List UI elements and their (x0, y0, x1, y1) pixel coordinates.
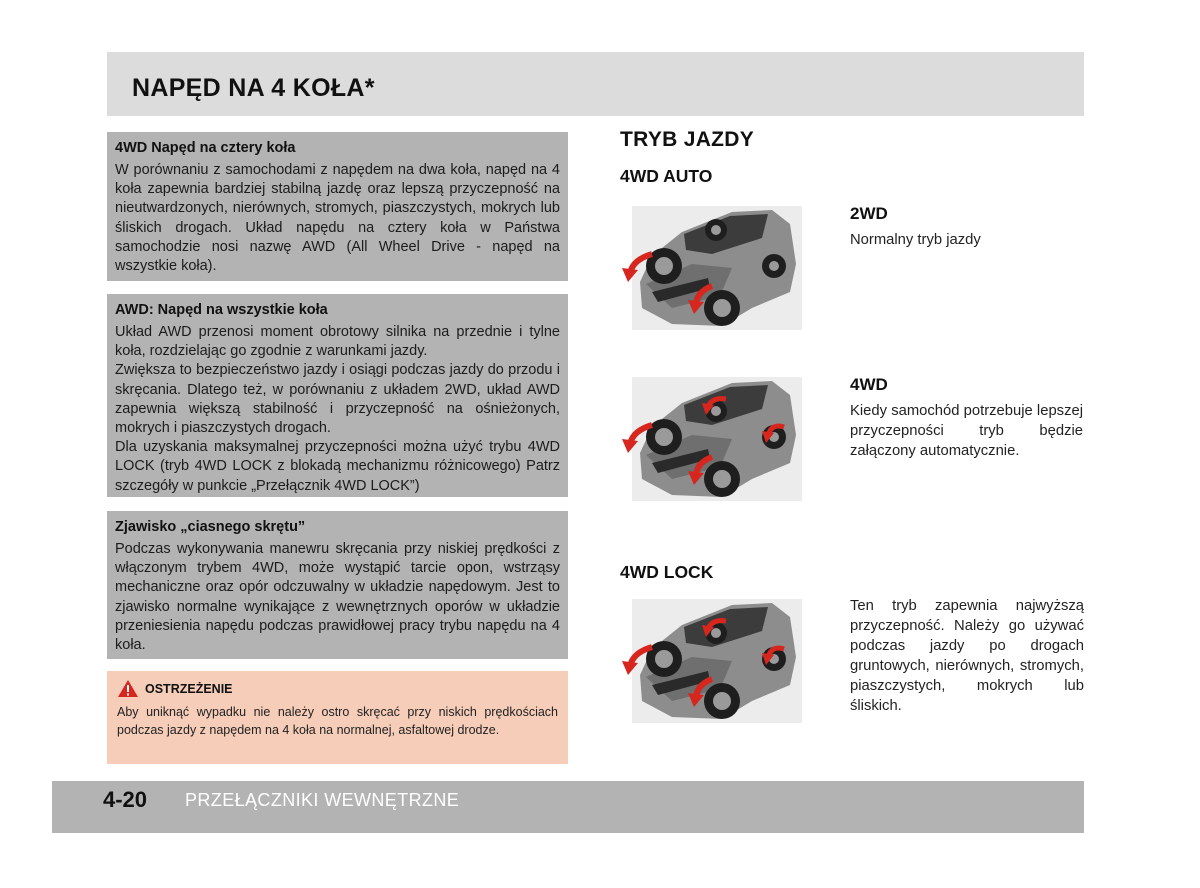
info-box-awd (107, 294, 568, 497)
car-2wd-illustration (612, 204, 802, 332)
drive-mode-title: TRYB JAZDY (620, 128, 755, 151)
info-box-4wd (107, 132, 568, 281)
mode-2wd-text: Normalny tryb jazdy (850, 232, 981, 248)
warning-triangle-icon (117, 679, 139, 698)
warning-label: OSTRZEŻENIE (145, 681, 233, 696)
box-paragraph: Dla uzyskania maksymalnej przyczepności można użyć trybu 4WD LOCK (tryb 4WD LOCK z blokadą mechanizmu różnicowego) Patrz szczegóły w punkcie „Przełącznik 4WD LOCK”) (115, 439, 560, 494)
box-heading: 4WD Napęd na cztery koła (115, 140, 296, 156)
mode-4wd-text: Kiedy samochód potrzebuje lepszej przyczepności tryb będzie załączony automatycznie. (850, 403, 1083, 459)
auto-subtitle: 4WD AUTO (620, 166, 713, 186)
mode-lock-text: Ten tryb zapewnia najwyższą przyczepność. Należy go używać podczas jazdy po drogach gruntowych, nierównych, stromych, piaszczystych, mokrych lub śliskich. (850, 598, 1084, 714)
box-paragraph: Układ AWD przenosi moment obrotowy silnika na przednie i tylne koła, rozdzielając go zgodnie z warunkami jazdy. (115, 324, 560, 360)
warning-header (117, 679, 558, 698)
car-4wd-illustration (612, 375, 802, 503)
info-box-tight-turn (107, 511, 568, 659)
page-title: NAPĘD NA 4 KOŁA* (132, 74, 375, 102)
warning-box (107, 671, 568, 764)
car-4wd-lock-illustration (612, 597, 802, 725)
section-name: PRZEŁĄCZNIKI WEWNĘTRZNE (185, 790, 460, 810)
box-body (115, 161, 560, 276)
lock-subtitle: 4WD LOCK (620, 562, 714, 582)
warning-text: Aby uniknąć wypadku nie należy ostro skręcać przy niskich prędkościach podczas jazdy z napędem na 4 koła na normalnej, asfaltowej drodze. (117, 705, 558, 737)
title-bar (107, 52, 1084, 116)
box-heading: AWD: Napęd na wszystkie koła (115, 302, 328, 318)
box-paragraph: W porównaniu z samochodami z napędem na dwa koła, napęd na 4 koła zapewnia bardziej stabilną jazdę oraz lepszą przyczepność na nieutwardzonych, nierównych, stromych, piaszczystych, mokrych lub śliskich drogach. Układ napędu na cztery koła w Państwa samochodzie nosi nazwę AWD (All Wheel Drive - napęd na wszystkie koła). (115, 162, 560, 275)
page-number: 4-20 (103, 787, 148, 812)
box-paragraph: Podczas wykonywania manewru skręcania przy niskiej prędkości z włączonym trybem 4WD, może wystąpić tarcie opon, wstrząsy mechaniczne oraz opór odczuwalny w układzie napędowym. Jest to zjawisko normalne wynikające z wewnętrznych oporów w układzie przeniesienia napędu podczas prawidłowej pracy trybu napędu na 4 koła. (115, 541, 560, 654)
footer-bar (52, 781, 1084, 833)
box-heading: Zjawisko „ciasnego skrętu” (115, 519, 306, 535)
box-paragraph: Zwiększa to bezpieczeństwo jazdy i osiągi podczas jazdy do przodu i skręcania. Dlatego też, w porównaniu z układem 2WD, układ AWD zapewnia większą stabilność i przyczepność na ośnieżonych, mokrych i piaszczystych drogach. (115, 362, 560, 437)
mode-2wd-title: 2WD (850, 204, 888, 223)
box-body (115, 540, 560, 655)
box-body (115, 323, 560, 496)
mode-4wd-title: 4WD (850, 375, 888, 394)
